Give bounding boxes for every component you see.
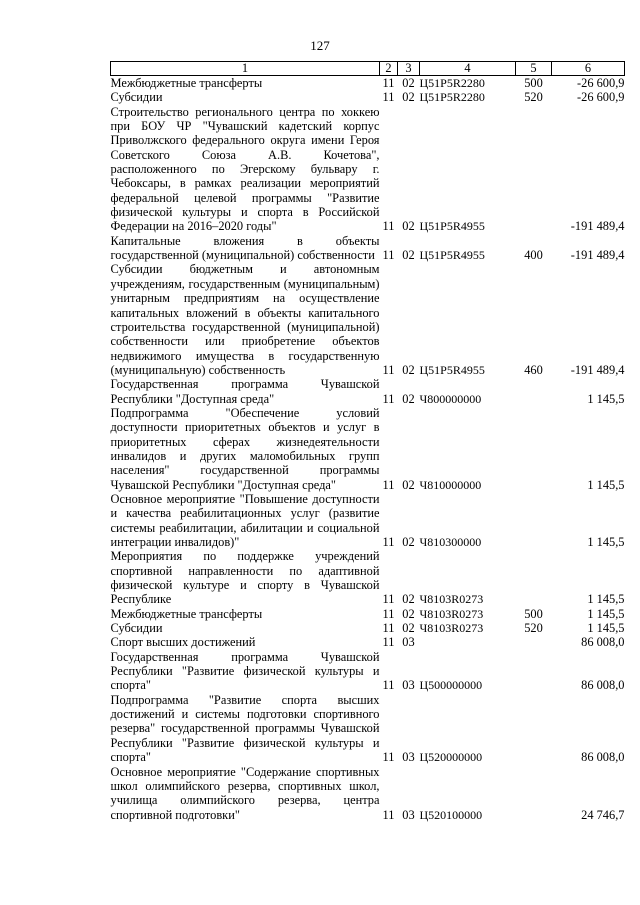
row-target-code: Ч8103R0273: [419, 592, 484, 607]
table-row: [111, 76, 625, 91]
row-amount: -26 600,9: [577, 76, 625, 90]
row-target-code: Ч810300000: [419, 535, 482, 549]
row-section: 11: [382, 248, 395, 263]
table-row: [111, 262, 625, 377]
row-expense-type: [516, 635, 552, 649]
row-expense-type: 520: [524, 621, 543, 636]
row-section: 11: [382, 362, 395, 377]
row-section: 11: [382, 606, 395, 621]
row-name: Межбюджетные трансферты: [110, 76, 263, 90]
row-name: Основное мероприятие "Содержание спортивных школ олимпийского резерва, спортивных школ, училища олимпийского резерва, центра спортивной подготовки": [110, 764, 380, 822]
row-expense-type: [516, 693, 552, 765]
row-name: Межбюджетные трансферты: [110, 606, 263, 621]
budget-table: [110, 61, 625, 822]
header-col-2: 2: [380, 62, 398, 76]
row-section: 11: [382, 635, 395, 650]
row-section: 11: [382, 477, 395, 492]
row-target-code: Ц51P5R4955: [419, 248, 485, 263]
row-amount: 1 145,5: [587, 621, 625, 636]
table-row: [111, 650, 625, 693]
row-name: Капитальные вложения в объекты государственной (муниципальной) собственности: [110, 233, 380, 263]
row-subsection: 02: [402, 592, 415, 607]
table-row: [111, 765, 625, 822]
row-target-code: Ч8103R0273: [419, 606, 484, 621]
row-subsection: 02: [402, 621, 415, 636]
header-row: [111, 62, 625, 76]
row-subsection: 03: [402, 807, 415, 822]
row-target-code: [420, 635, 516, 649]
header-col-1: 1: [111, 62, 380, 76]
row-expense-type: 500: [524, 606, 543, 621]
table-row: [111, 105, 625, 234]
row-subsection: 02: [402, 362, 415, 377]
row-amount: 86 008,0: [581, 750, 625, 765]
row-amount: -191 489,4: [570, 219, 625, 234]
header-col-5: 5: [516, 62, 552, 76]
row-amount: 1 145,5: [587, 592, 625, 607]
table-row: [111, 693, 625, 765]
row-target-code: Ц51P5R4955: [419, 362, 485, 377]
row-name: Подпрограмма "Развитие спорта высших достижений и системы подготовки спортивного резерва" государственной программы Чувашской Республики "Развитие физической культуры и спорта": [110, 692, 380, 765]
row-target-code: Ц520100000: [419, 807, 483, 822]
row-subsection: 03: [402, 678, 415, 693]
table-row: [111, 635, 625, 649]
row-name: Субсидии: [110, 621, 163, 636]
row-amount: 1 145,5: [587, 606, 625, 621]
row-subsection: 02: [402, 90, 415, 105]
row-section: 11: [382, 90, 395, 105]
row-amount: 86 008,0: [581, 678, 625, 693]
row-section: 11: [382, 535, 395, 549]
page-number: 127: [310, 38, 330, 53]
row-amount: 1 145,5: [587, 477, 625, 492]
table-row: [111, 607, 625, 621]
row-target-code: Ц51P5R4955: [419, 219, 485, 234]
row-name: Государственная программа Чувашской Республики "Доступная среда": [110, 377, 380, 406]
row-section: 11: [382, 807, 395, 822]
row-section: 11: [382, 391, 395, 406]
row-subsection: 02: [402, 477, 415, 492]
row-section: 11: [382, 219, 395, 234]
row-subsection: 03: [402, 750, 415, 765]
row-subsection: 02: [402, 391, 415, 406]
row-expense-type: [516, 549, 552, 606]
row-amount: -191 489,4: [570, 362, 625, 377]
row-amount: -191 489,4: [570, 248, 625, 263]
row-expense-type: [516, 377, 552, 406]
row-name: Строительство регионального центра по хоккею при БОУ ЧР "Чувашский кадетский корпус Приволжского федерального округа имени Героя Советского Союза А.В. Кочетова", расположенного по Эгерскому бульвару г. Чебоксары, в рамках реализации мероприятий федеральной целевой программы "Развитие физической культуры и спорта в Российской Федерации на 2016–2020 годы": [110, 104, 380, 234]
row-name: Государственная программа Чувашской Республики "Развитие физической культуры и спорта": [110, 649, 380, 693]
row-target-code: Ч810000000: [419, 477, 482, 492]
row-expense-type: [516, 765, 552, 822]
row-name: Подпрограмма "Обеспечение условий доступности приоритетных объектов и услуг в приоритетных сферах жизнедеятельности инвалидов и других маломобильных групп населения" государственной программы Чувашской Республики "Доступная среда": [110, 405, 380, 492]
row-section: 11: [382, 750, 395, 765]
row-subsection: 02: [402, 219, 415, 234]
row-amount: 1 145,5: [587, 391, 625, 406]
row-target-code: Ц51P5R2280: [419, 90, 485, 105]
row-expense-type: [516, 105, 552, 234]
row-expense-type: 520: [524, 90, 543, 105]
table-row: [111, 90, 625, 104]
row-section: 11: [382, 678, 395, 693]
row-target-code: Ц51P5R2280: [419, 76, 485, 90]
row-subsection: 03: [402, 635, 415, 650]
row-name: Основное мероприятие "Повышение доступности и качества реабилитационных услуг (развитие системы реабилитации, абилитации и социальной интеграции инвалидов)": [110, 491, 380, 549]
row-name: Субсидии: [110, 90, 163, 105]
row-target-code: Ч800000000: [419, 391, 482, 406]
row-section: 11: [382, 592, 395, 607]
table-row: [111, 406, 625, 492]
row-name: Спорт высших достижений: [110, 635, 256, 650]
row-amount: 1 145,5: [587, 535, 625, 549]
row-subsection: 02: [402, 606, 415, 621]
row-name: Мероприятия по поддержке учреждений спортивной направленности по адаптивной физической культуре и спорту в Чувашской Республике: [110, 549, 380, 607]
row-subsection: 02: [402, 248, 415, 263]
row-section: 11: [382, 76, 395, 90]
table-row: [111, 492, 625, 549]
row-expense-type: 500: [524, 76, 543, 90]
row-subsection: 02: [402, 535, 415, 549]
table-row: [111, 377, 625, 406]
row-expense-type: 460: [524, 362, 543, 377]
row-name: Субсидии бюджетным и автономным учреждениям, государственным (муниципальным) унитарным предприятиям на осуществление капитальных вложений в объекты капитального строительства государственной (муниципальной) собственности или приобретение объектов недвижимого имущества в государственную (муниципальную) собственность: [110, 262, 380, 377]
table-row: [111, 234, 625, 263]
row-section: 11: [382, 621, 395, 636]
table-row: [111, 621, 625, 635]
header-col-4: 4: [420, 62, 516, 76]
row-amount: 86 008,0: [581, 635, 625, 650]
row-expense-type: [516, 492, 552, 549]
row-expense-type: [516, 650, 552, 693]
row-expense-type: [516, 406, 552, 492]
header-col-3: 3: [398, 62, 420, 76]
row-target-code: Ч8103R0273: [419, 621, 484, 636]
table-row: [111, 549, 625, 606]
row-subsection: 02: [402, 76, 415, 90]
row-target-code: Ц500000000: [419, 678, 483, 693]
row-expense-type: 400: [524, 248, 543, 263]
row-target-code: Ц520000000: [419, 750, 483, 765]
row-amount: 24 746,7: [581, 807, 625, 822]
row-amount: -26 600,9: [577, 90, 625, 105]
header-col-6: 6: [552, 62, 625, 76]
